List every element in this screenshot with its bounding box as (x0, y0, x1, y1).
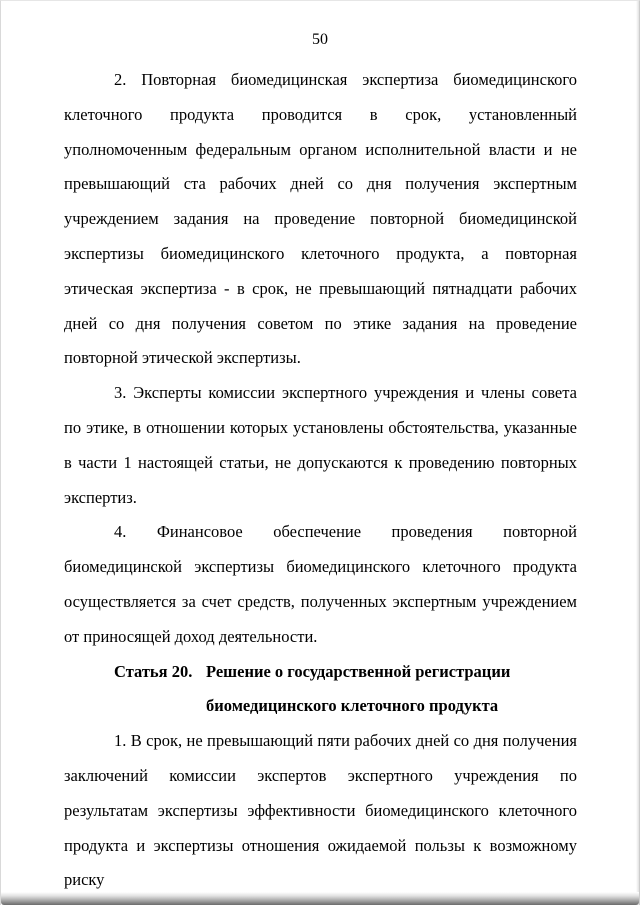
paragraph-item-3: 3. Эксперты комиссии экспертного учреждения и члены совета по этике, в отношении которых установлены обстоятельства, указанные в части 1 настоящей статьи, не допускаются к проведению повторных экспертиз. (64, 383, 577, 507)
page-number: 50 (312, 31, 328, 48)
paragraph-item-1: 1. В срок, не превышающий пяти рабочих дней со дня получения заключений комиссии экспертов экспертного учреждения по результатам экспертизы эффективности биомедицинского клеточного продукта и экспертизы отношения ожидаемой пользы к возможному риску (64, 731, 577, 890)
article-number-label: Статья 20. (114, 661, 193, 681)
paragraph-item-4: 4. Финансовое обеспечение проведения повторной биомедицинской экспертизы биомедицинского клеточного продукта осуществляется за счет средств, полученных экспертным учреждением от приносящей доход деятельности. (64, 522, 577, 646)
article-title: Решение о государственной регистрации биомедицинского клеточного продукта (206, 661, 511, 716)
document-body (64, 63, 577, 898)
scan-edge-shadow-right (636, 1, 639, 905)
paragraph-item-2: 2. Повторная биомедицинская экспертиза биомедицинского клеточного продукта проводится в срок, установленный уполномоченным федеральным органом исполнительной власти и не превышающий ста рабочих дней со дня получения экспертным учреждением задания на проведение повторной биомедицинской экспертизы биомедицинского клеточного продукта, а повторная этическая экспертиза - в срок, не превышающий пятнадцати рабочих дней со дня получения советом по этике задания на проведение повторной этической экспертизы. (64, 70, 577, 368)
scan-edge-shadow-bottom (1, 892, 639, 905)
article-heading (114, 655, 577, 725)
